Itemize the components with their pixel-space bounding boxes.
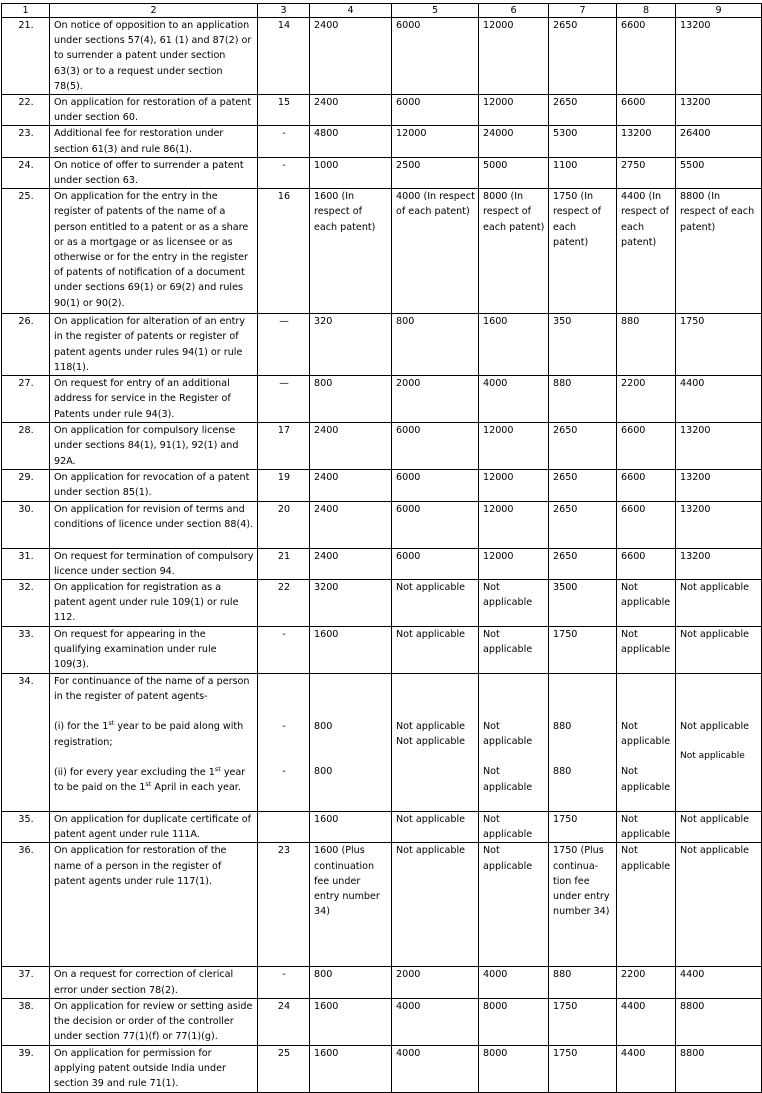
fee-c9: 13200: [676, 95, 762, 126]
fee-c6: 24000: [479, 126, 549, 157]
fee-c9: 13200: [676, 548, 762, 579]
fee-c5: 6000: [392, 470, 479, 501]
fee-c5: 6000: [392, 501, 479, 548]
fee-c6: Not applicable: [479, 812, 549, 843]
form-number-value: -: [282, 766, 286, 778]
fee-c5: 2000: [392, 967, 479, 998]
table-row: [2, 1045, 762, 1092]
form-number: 25: [258, 1045, 310, 1092]
fee-value: Not applicable: [483, 721, 533, 748]
fee-c4: 2400: [310, 470, 392, 501]
fee-c4: 4800: [310, 126, 392, 157]
fee-c6: 12000: [479, 548, 549, 579]
fee-c7: 1750: [549, 627, 617, 674]
fee-c9: 13200: [676, 501, 762, 548]
fee-c5: 6000: [392, 18, 479, 95]
form-number: 19: [258, 470, 310, 501]
entry-number: 28.: [2, 423, 50, 470]
fee-c4: 1600: [310, 998, 392, 1045]
entry-number: 32.: [2, 580, 50, 627]
table-row: [2, 998, 762, 1045]
fee-c7: 1750: [549, 1045, 617, 1092]
fee-value: 800: [314, 766, 333, 778]
fee-c9: 8800 (In respect of each patent): [676, 189, 762, 314]
form-number: [258, 674, 310, 812]
fee-c9: 8800: [676, 1045, 762, 1092]
fee-c8: 6600: [617, 501, 676, 548]
form-number: -: [258, 157, 310, 188]
entry-description: On application for permission for applying patent outside India under section 39 and rule 71(1).: [50, 1045, 258, 1092]
fee-c6: 8000: [479, 1045, 549, 1092]
table-row: [2, 967, 762, 998]
fee-c4: 2400: [310, 501, 392, 548]
fee-c8: 4400 (In respect of each patent): [617, 189, 676, 314]
fee-c7: 1750: [549, 812, 617, 843]
form-number: 20: [258, 501, 310, 548]
fee-c7: 2650: [549, 470, 617, 501]
fee-c5: 2500: [392, 157, 479, 188]
form-number: 17: [258, 423, 310, 470]
fee-c9: 13200: [676, 470, 762, 501]
fee-c6: 12000: [479, 95, 549, 126]
fee-c8: 2200: [617, 376, 676, 423]
entry-description: On application for review or setting aside the decision or order of the controller under section 77(1)(f) or 77(1)(g).: [50, 998, 258, 1045]
fee-c4: 2400: [310, 423, 392, 470]
fee-c6: Not applicable: [479, 580, 549, 627]
fee-c7: 880: [549, 376, 617, 423]
fee-c5: Not applicable: [392, 627, 479, 674]
sub-item-text: year to be paid along with registration;: [54, 721, 244, 748]
fee-c8: [617, 674, 676, 812]
fee-c4: 1600: [310, 812, 392, 843]
entry-number: 31.: [2, 548, 50, 579]
fee-c7: 1750 (In respect of each patent): [549, 189, 617, 314]
fee-c4: 320: [310, 314, 392, 376]
fee-c9: 13200: [676, 18, 762, 95]
form-number: —: [258, 376, 310, 423]
form-number: -: [258, 627, 310, 674]
ordinal-suffix: st: [145, 780, 152, 789]
fee-c9: Not applicable: [676, 580, 762, 627]
fee-c7: 2650: [549, 18, 617, 95]
sub-item-text: (ii) for every year excluding the 1: [54, 766, 215, 778]
entry-number: 38.: [2, 998, 50, 1045]
fee-c5: 4000: [392, 1045, 479, 1092]
table-row: [2, 95, 762, 126]
fee-c8: Not applicable: [617, 580, 676, 627]
table-row: [2, 18, 762, 95]
column-header: 9: [676, 4, 762, 18]
fee-value: Not applicable: [680, 751, 745, 762]
fee-c7: 1750 (Plus continua-tion fee under entry number 34): [549, 843, 617, 967]
form-number: 21: [258, 548, 310, 579]
fee-c6: 1600: [479, 314, 549, 376]
fee-c8: Not applicable: [617, 627, 676, 674]
table-row: [2, 548, 762, 579]
fee-c9: [676, 674, 762, 812]
entry-description: On notice of offer to surrender a patent under section 63.: [50, 157, 258, 188]
fee-c4: 800: [310, 967, 392, 998]
entry-number: 23.: [2, 126, 50, 157]
entry-number: 22.: [2, 95, 50, 126]
entry-number: 21.: [2, 18, 50, 95]
fee-c5: Not applicable: [392, 812, 479, 843]
fee-c8: 6600: [617, 548, 676, 579]
entry-number: 29.: [2, 470, 50, 501]
entry-description: On application for restoration of a patent under section 60.: [50, 95, 258, 126]
entry-description: [50, 674, 258, 812]
fee-c6: 4000: [479, 376, 549, 423]
column-header: 2: [50, 4, 258, 18]
entry-number: 39.: [2, 1045, 50, 1092]
fee-c8: 4400: [617, 998, 676, 1045]
entry-number: 34.: [2, 674, 50, 812]
fee-c7: 3500: [549, 580, 617, 627]
fee-c5: [392, 674, 479, 812]
fee-c9: Not applicable: [676, 812, 762, 843]
entry-description: Additional fee for restoration under section 61(3) and rule 86(1).: [50, 126, 258, 157]
fee-c4: 2400: [310, 18, 392, 95]
fee-c7: 5300: [549, 126, 617, 157]
column-header: 4: [310, 4, 392, 18]
fee-c8: Not applicable: [617, 843, 676, 967]
fee-c4: 1000: [310, 157, 392, 188]
table-row: [2, 627, 762, 674]
entry-intro: For continuance of the name of a person in the register of patent agents-: [54, 676, 250, 703]
fee-c9: 4400: [676, 967, 762, 998]
sub-item-text: April in each year.: [151, 782, 241, 794]
fee-c4: 1600: [310, 627, 392, 674]
entry-number: 35.: [2, 812, 50, 843]
fee-c8: 2200: [617, 967, 676, 998]
table-row: [2, 376, 762, 423]
fee-c6: Not applicable: [479, 843, 549, 967]
form-number: [258, 812, 310, 843]
entry-description: On notice of opposition to an application under sections 57(4), 61 (1) and 87(2) or to surrender a patent under section 63(3) or to a request under section 78(5).: [50, 18, 258, 95]
form-number: 16: [258, 189, 310, 314]
ordinal-suffix: st: [108, 719, 115, 728]
entry-number: 33.: [2, 627, 50, 674]
sub-item-2: [54, 765, 254, 795]
entry-description: On application for the entry in the register of patents of the name of a person entitled to a patent or as a share or as a mortgage or as licensee or as otherwise or for the entry in the register of patents of notification of a document under sections 69(1) or 69(2) and rules 90(1) or 90(2).: [50, 189, 258, 314]
table-row: [2, 674, 762, 812]
form-number: 22: [258, 580, 310, 627]
fee-value: 880: [553, 721, 572, 733]
fee-value: Not applicable: [483, 766, 533, 793]
header-row: [2, 4, 762, 18]
column-header: 1: [2, 4, 50, 18]
fee-value: 880: [553, 766, 572, 778]
fee-c4: 800: [310, 376, 392, 423]
fee-c4: 1600 (In respect of each patent): [310, 189, 392, 314]
fee-c5: 6000: [392, 423, 479, 470]
entry-number: 27.: [2, 376, 50, 423]
fee-c5: 4000: [392, 998, 479, 1045]
fee-c5: 4000 (In respect of each patent): [392, 189, 479, 314]
ordinal-suffix: st: [214, 764, 221, 773]
table-body: [2, 18, 762, 1093]
fee-c7: 1100: [549, 157, 617, 188]
fee-c7: 2650: [549, 423, 617, 470]
table-row: [2, 501, 762, 548]
form-number: -: [258, 967, 310, 998]
column-header: 7: [549, 4, 617, 18]
fee-schedule-table: [1, 3, 762, 1093]
fee-c5: 800: [392, 314, 479, 376]
sub-item-1: [54, 719, 254, 749]
table-row: [2, 470, 762, 501]
column-header: 8: [617, 4, 676, 18]
entry-description: On request for termination of compulsory licence under section 94.: [50, 548, 258, 579]
fee-c4: 2400: [310, 548, 392, 579]
table-row: [2, 314, 762, 376]
fee-c8: Not applicable: [617, 812, 676, 843]
entry-number: 36.: [2, 843, 50, 967]
fee-c8: 6600: [617, 95, 676, 126]
table-row: [2, 189, 762, 314]
form-number: 14: [258, 18, 310, 95]
fee-c8: 13200: [617, 126, 676, 157]
entry-description: On application for duplicate certificate of patent agent under rule 111A.: [50, 812, 258, 843]
fee-c7: 880: [549, 967, 617, 998]
fee-c4: [310, 674, 392, 812]
fee-c8: 880: [617, 314, 676, 376]
entry-description: On a request for correction of clerical error under section 78(2).: [50, 967, 258, 998]
form-number: -: [258, 126, 310, 157]
sub-item-text: year to be paid on the 1: [54, 766, 246, 794]
entry-description: On request for entry of an additional address for service in the Register of Patents under rule 94(3).: [50, 376, 258, 423]
fee-c7: 2650: [549, 548, 617, 579]
sub-item-text: (i) for the 1: [54, 721, 109, 733]
fee-c9: 8800: [676, 998, 762, 1045]
fee-c8: 2750: [617, 157, 676, 188]
fee-value: Not applicable: [621, 766, 671, 793]
fee-c5: 6000: [392, 95, 479, 126]
fee-c6: 8000 (In respect of each patent): [479, 189, 549, 314]
form-number-value: -: [282, 721, 286, 733]
form-number: —: [258, 314, 310, 376]
table-row: [2, 126, 762, 157]
table-row: [2, 580, 762, 627]
fee-c5: 12000: [392, 126, 479, 157]
entry-description: On request for appearing in the qualifying examination under rule 109(3).: [50, 627, 258, 674]
column-header: 6: [479, 4, 549, 18]
fee-c6: 5000: [479, 157, 549, 188]
entry-description: On application for compulsory license under sections 84(1), 91(1), 92(1) and 92A.: [50, 423, 258, 470]
fee-c6: 12000: [479, 18, 549, 95]
fee-c5: Not applicable: [392, 580, 479, 627]
fee-value: Not applicable: [680, 721, 750, 733]
entry-number: 24.: [2, 157, 50, 188]
entry-description: On application for alteration of an entry in the register of patents or register of patent agents under rules 94(1) or rule 118(1).: [50, 314, 258, 376]
fee-c9: 13200: [676, 423, 762, 470]
column-header: 3: [258, 4, 310, 18]
fee-c4: 1600: [310, 1045, 392, 1092]
fee-c7: 2650: [549, 501, 617, 548]
fee-value: Not applicable: [396, 721, 466, 733]
fee-value: Not applicable: [621, 721, 671, 748]
fee-c4: 1600 (Plus continuation fee under entry number 34): [310, 843, 392, 967]
fee-c8: 6600: [617, 18, 676, 95]
fee-c7: 1750: [549, 998, 617, 1045]
fee-c7: [549, 674, 617, 812]
table-row: [2, 843, 762, 967]
fee-c6: [479, 674, 549, 812]
entry-number: 25.: [2, 189, 50, 314]
fee-c4: 3200: [310, 580, 392, 627]
table-row: [2, 812, 762, 843]
fee-c6: 12000: [479, 423, 549, 470]
fee-c7: 350: [549, 314, 617, 376]
fee-c6: 12000: [479, 470, 549, 501]
entry-description: On application for registration as a patent agent under rule 109(1) or rule 112.: [50, 580, 258, 627]
fee-c7: 2650: [549, 95, 617, 126]
fee-c5: 6000: [392, 548, 479, 579]
entry-description: On application for restoration of the name of a person in the register of patent agents under rule 117(1).: [50, 843, 258, 967]
form-number: 15: [258, 95, 310, 126]
entry-description: On application for revision of terms and conditions of licence under section 88(4).: [50, 501, 258, 548]
fee-c6: 8000: [479, 998, 549, 1045]
fee-c8: 4400: [617, 1045, 676, 1092]
table-row: [2, 423, 762, 470]
fee-c5: Not applicable: [392, 843, 479, 967]
form-number: 23: [258, 843, 310, 967]
fee-c6: 4000: [479, 967, 549, 998]
fee-c6: 12000: [479, 501, 549, 548]
fee-value: Not applicable: [396, 736, 466, 748]
fee-c9: 1750: [676, 314, 762, 376]
entry-number: 37.: [2, 967, 50, 998]
fee-c6: Not applicable: [479, 627, 549, 674]
fee-c8: 6600: [617, 423, 676, 470]
fee-c9: 26400: [676, 126, 762, 157]
entry-number: 30.: [2, 501, 50, 548]
fee-c8: 6600: [617, 470, 676, 501]
fee-c9: 5500: [676, 157, 762, 188]
table-row: [2, 157, 762, 188]
form-number: 24: [258, 998, 310, 1045]
entry-description: On application for revocation of a patent under section 85(1).: [50, 470, 258, 501]
fee-value: 800: [314, 721, 333, 733]
fee-c5: 2000: [392, 376, 479, 423]
fee-c9: Not applicable: [676, 627, 762, 674]
fee-c9: 4400: [676, 376, 762, 423]
entry-number: 26.: [2, 314, 50, 376]
fee-c4: 2400: [310, 95, 392, 126]
column-header: 5: [392, 4, 479, 18]
fee-c9: Not applicable: [676, 843, 762, 967]
